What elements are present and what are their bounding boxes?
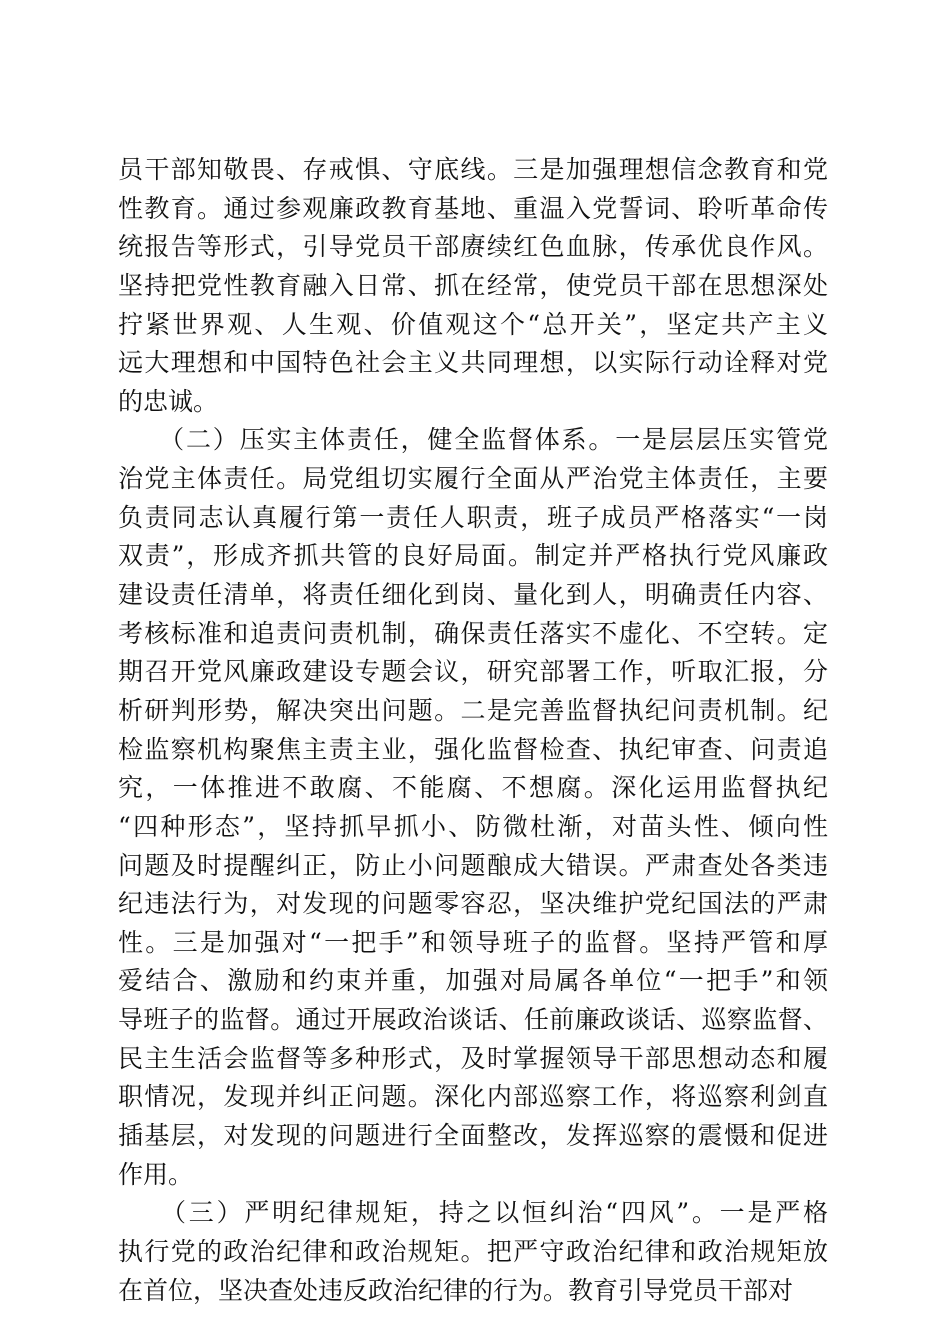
text-line: 职情况，发现并纠正问题。深化内部巡察工作，将巡察利剑直 <box>118 1082 828 1112</box>
text-line: 导班子的监督。通过开展政治谈话、任前廉政谈话、巡察监督、 <box>118 1005 828 1035</box>
text-line: 在首位，坚决查处违反政治纪律的行为。教育引导党员干部对 <box>118 1275 794 1305</box>
text-line: 远大理想和中国特色社会主义共同理想，以实际行动诠释对党 <box>118 348 828 378</box>
text-line: （三）严明纪律规矩，持之以恒纠治“四风”。一是严格 <box>118 1198 828 1228</box>
text-line: 坚持把党性教育融入日常、抓在经常，使党员干部在思想深处 <box>118 270 828 300</box>
text-line: 执行党的政治纪律和政治规矩。把严守政治纪律和政治规矩放 <box>118 1236 828 1266</box>
text-line: （二）压实主体责任，健全监督体系。一是层层压实管党 <box>118 425 828 455</box>
text-line: 性教育。通过参观廉政教育基地、重温入党誓词、聆听革命传 <box>118 193 828 223</box>
text-line: 建设责任清单，将责任细化到岗、量化到人，明确责任内容、 <box>118 580 828 610</box>
text-line: 员干部知敬畏、存戒惧、守底线。三是加强理想信念教育和党 <box>118 155 828 184</box>
text-line: 考核标准和追责问责机制，确保责任落实不虚化、不空转。定 <box>118 618 828 648</box>
text-line: 作用。 <box>118 1159 194 1189</box>
document-body <box>118 151 828 1310</box>
text-line: “四种形态”，坚持抓早抓小、防微杜渐，对苗头性、倾向性 <box>118 811 828 841</box>
text-line: 问题及时提醒纠正，防止小问题酿成大错误。严肃查处各类违 <box>118 850 828 880</box>
text-line: 究，一体推进不敢腐、不能腐、不想腐。深化运用监督执纪 <box>118 773 828 803</box>
text-line: 双责”，形成齐抓共管的良好局面。制定并严格执行党风廉政 <box>118 541 828 571</box>
text-line: 负责同志认真履行第一责任人职责，班子成员严格落实“一岗 <box>118 502 828 532</box>
text-line: 性。三是加强对“一把手”和领导班子的监督。坚持严管和厚 <box>118 927 828 957</box>
text-line: 纪违法行为，对发现的问题零容忍，坚决维护党纪国法的严肃 <box>118 889 828 919</box>
text-line: 期召开党风廉政建设专题会议，研究部署工作，听取汇报，分 <box>118 657 828 687</box>
paragraph <box>118 1194 828 1310</box>
text-line: 析研判形势，解决突出问题。二是完善监督执纪问责机制。纪 <box>118 695 828 725</box>
text-line: 统报告等形式，引导党员干部赓续红色血脉，传承优良作风。 <box>118 232 828 262</box>
text-line: 插基层，对发现的问题进行全面整改，发挥巡察的震慑和促进 <box>118 1121 828 1151</box>
paragraph <box>118 151 828 421</box>
paragraph <box>118 421 828 1194</box>
text-line: 爱结合、激励和约束并重，加强对局属各单位“一把手”和领 <box>118 966 828 996</box>
text-line: 检监察机构聚焦主责主业，强化监督检查、执纪审查、问责追 <box>118 734 828 764</box>
text-line: 拧紧世界观、人生观、价值观这个“总开关”，坚定共产主义 <box>118 309 828 339</box>
text-line: 的忠诚。 <box>118 386 219 416</box>
text-line: 民主生活会监督等多种形式，及时掌握领导干部思想动态和履 <box>118 1043 828 1073</box>
text-line: 治党主体责任。局党组切实履行全面从严治党主体责任，主要 <box>118 464 828 494</box>
